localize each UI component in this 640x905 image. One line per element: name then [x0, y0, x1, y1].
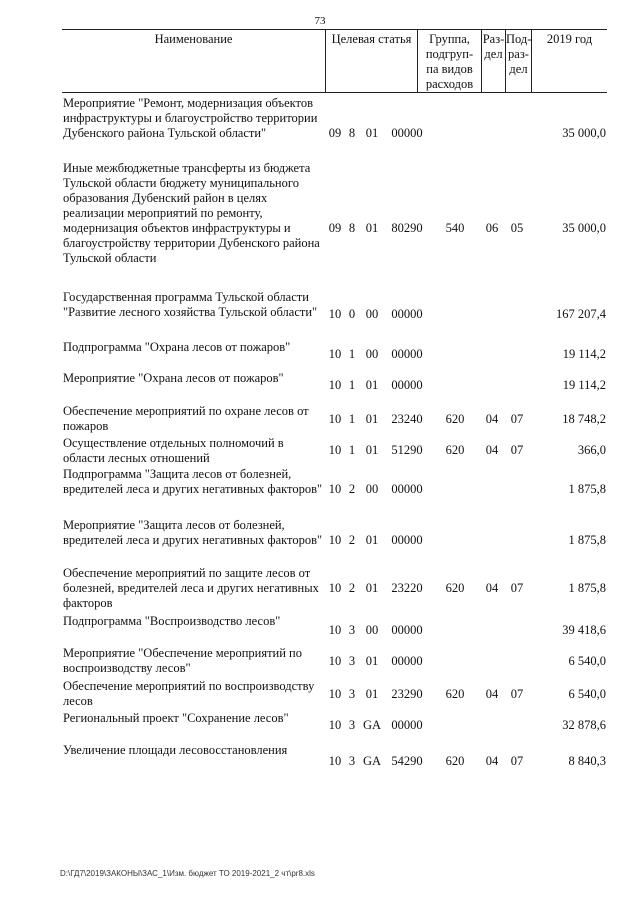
- code-event: GA: [362, 754, 382, 768]
- section: 04: [485, 754, 499, 768]
- code-program: 10: [328, 718, 342, 732]
- amount-2019: 366,0: [577, 443, 606, 457]
- code-event: 01: [365, 378, 379, 392]
- code-program: 10: [328, 482, 342, 496]
- row-name: Подпрограмма "Охрана лесов от пожаров": [63, 340, 291, 354]
- code-event: 01: [365, 654, 379, 668]
- header-group-line: расходов: [425, 77, 474, 91]
- section: 04: [485, 443, 499, 457]
- code-subprogram: 1: [348, 443, 356, 457]
- expense-group: 620: [445, 754, 465, 768]
- header-section-line: Раз-: [482, 32, 505, 46]
- code-program: 09: [328, 126, 342, 140]
- amount-2019: 19 114,2: [562, 378, 606, 392]
- row-name: Региональный проект "Сохранение лесов": [63, 711, 289, 725]
- header-subsection-line: раз-: [508, 47, 529, 61]
- code-subprogram: 3: [348, 718, 356, 732]
- code-subprogram: 1: [348, 412, 356, 426]
- row-name: Увеличение площади лесовосстановления: [63, 743, 288, 757]
- code-subprogram: 3: [348, 754, 356, 768]
- header-subsection-line: дел: [509, 62, 528, 76]
- code-direction: 00000: [391, 533, 423, 547]
- code-program: 10: [328, 533, 342, 547]
- code-event: 01: [365, 221, 379, 235]
- code-subprogram: 8: [348, 221, 356, 235]
- code-direction: 54290: [391, 754, 423, 768]
- code-direction: 51290: [391, 443, 423, 457]
- section: 06: [485, 221, 499, 235]
- amount-2019: 1 875,8: [568, 533, 606, 547]
- code-direction: 00000: [391, 126, 423, 140]
- code-event: 00: [365, 623, 379, 637]
- expense-group: 540: [445, 221, 465, 235]
- section: 04: [485, 687, 499, 701]
- code-program: 10: [328, 623, 342, 637]
- amount-2019: 18 748,2: [562, 412, 606, 426]
- subsection: 07: [510, 581, 524, 595]
- code-program: 10: [328, 443, 342, 457]
- expense-group: 620: [445, 412, 465, 426]
- header-top-border: [62, 29, 607, 30]
- header-target-article: Целевая статья: [331, 32, 412, 46]
- code-subprogram: 8: [348, 126, 356, 140]
- amount-2019: 35 000,0: [562, 126, 606, 140]
- row-name: Подпрограмма "Защита лесов от болезней, вредителей леса и других негативных факторов": [63, 467, 323, 496]
- code-subprogram: 3: [348, 623, 356, 637]
- header-year: 2019 год: [546, 32, 593, 46]
- code-direction: 00000: [391, 623, 423, 637]
- expense-group: 620: [445, 581, 465, 595]
- row-name: Обеспечение мероприятий по воспроизводству лесов: [63, 679, 315, 708]
- header-name: Наименование: [154, 32, 233, 46]
- code-program: 10: [328, 581, 342, 595]
- file-path-footer: D:\ГД7\2019\ЗАКОНЫ\ЗАС_1\Изм. бюджет ТО 2019-2021_2 чт\pr8.xls: [60, 869, 315, 878]
- code-event: 00: [365, 482, 379, 496]
- header-subsection-line: Под-: [506, 32, 532, 46]
- subsection: 05: [510, 221, 524, 235]
- expense-group: 620: [445, 687, 465, 701]
- header-section-line: дел: [484, 47, 503, 61]
- code-direction: 23240: [391, 412, 423, 426]
- code-subprogram: 2: [348, 581, 356, 595]
- amount-2019: 8 840,3: [568, 754, 606, 768]
- row-name: Иные межбюджетные трансферты из бюджета Тульской области бюджету муниципального образования Дубенский район в целях реализации мероприятий по ремонту, модернизация объектов инфраструктуры и благоустройству территории Дубенского района Тульской области: [63, 161, 320, 265]
- amount-2019: 19 114,2: [562, 347, 606, 361]
- code-event: 01: [365, 126, 379, 140]
- code-program: 10: [328, 307, 342, 321]
- section: 04: [485, 412, 499, 426]
- code-event: 01: [365, 687, 379, 701]
- header-group-line: па видов: [426, 62, 473, 76]
- header-group-line: Группа,: [429, 32, 470, 46]
- header-group-line: подгруп-: [425, 47, 474, 61]
- code-subprogram: 1: [348, 347, 356, 361]
- header-group: [418, 32, 481, 92]
- amount-2019: 32 878,6: [562, 718, 606, 732]
- code-direction: 00000: [391, 654, 423, 668]
- amount-2019: 1 875,8: [568, 581, 606, 595]
- subsection: 07: [510, 754, 524, 768]
- code-event: 00: [365, 307, 379, 321]
- code-subprogram: 3: [348, 654, 356, 668]
- code-subprogram: 0: [348, 307, 356, 321]
- amount-2019: 35 000,0: [562, 221, 606, 235]
- page-number: 73: [314, 15, 326, 27]
- code-direction: 23220: [391, 581, 423, 595]
- row-name: Мероприятие "Обеспечение мероприятий по воспроизводству лесов": [63, 646, 302, 675]
- expense-group: 620: [445, 443, 465, 457]
- code-direction: 00000: [391, 378, 423, 392]
- code-direction: 00000: [391, 718, 423, 732]
- row-name: Обеспечение мероприятий по защите лесов от болезней, вредителей леса и других негативных факторов: [63, 566, 319, 610]
- code-event: 00: [365, 347, 379, 361]
- amount-2019: 1 875,8: [568, 482, 606, 496]
- code-program: 10: [328, 347, 342, 361]
- amount-2019: 167 207,4: [556, 307, 606, 321]
- code-direction: 00000: [391, 482, 423, 496]
- code-program: 10: [328, 412, 342, 426]
- code-event: 01: [365, 581, 379, 595]
- code-program: 10: [328, 687, 342, 701]
- code-event: 01: [365, 443, 379, 457]
- code-program: 10: [328, 754, 342, 768]
- subsection: 07: [510, 443, 524, 457]
- code-subprogram: 2: [348, 482, 356, 496]
- code-program: 10: [328, 378, 342, 392]
- header-section: [482, 32, 505, 62]
- code-subprogram: 2: [348, 533, 356, 547]
- code-subprogram: 1: [348, 378, 356, 392]
- row-name: Осуществление отдельных полномочий в области лесных отношений: [63, 436, 284, 465]
- code-program: 09: [328, 221, 342, 235]
- code-program: 10: [328, 654, 342, 668]
- code-subprogram: 3: [348, 687, 356, 701]
- row-name: Обеспечение мероприятий по охране лесов от пожаров: [63, 404, 309, 433]
- row-name: Подпрограмма "Воспроизводство лесов": [63, 614, 281, 628]
- row-name: Мероприятие "Охрана лесов от пожаров": [63, 371, 284, 385]
- code-event: GA: [362, 718, 382, 732]
- section: 04: [485, 581, 499, 595]
- code-direction: 00000: [391, 307, 423, 321]
- code-direction: 23290: [391, 687, 423, 701]
- code-direction: 80290: [391, 221, 423, 235]
- row-name: Мероприятие "Ремонт, модернизация объектов инфраструктуры и благоустройство территории Дубенского района Тульской области": [63, 96, 318, 140]
- code-event: 01: [365, 412, 379, 426]
- code-event: 01: [365, 533, 379, 547]
- amount-2019: 6 540,0: [568, 654, 606, 668]
- subsection: 07: [510, 412, 524, 426]
- code-direction: 00000: [391, 347, 423, 361]
- header-bottom-border: [62, 92, 607, 93]
- header-subsection: [506, 32, 531, 77]
- amount-2019: 6 540,0: [568, 687, 606, 701]
- row-name: Государственная программа Тульской области "Развитие лесного хозяйства Тульской области": [63, 290, 318, 319]
- subsection: 07: [510, 687, 524, 701]
- amount-2019: 39 418,6: [562, 623, 606, 637]
- row-name: Мероприятие "Защита лесов от болезней, вредителей леса и других негативных факторов": [63, 518, 323, 547]
